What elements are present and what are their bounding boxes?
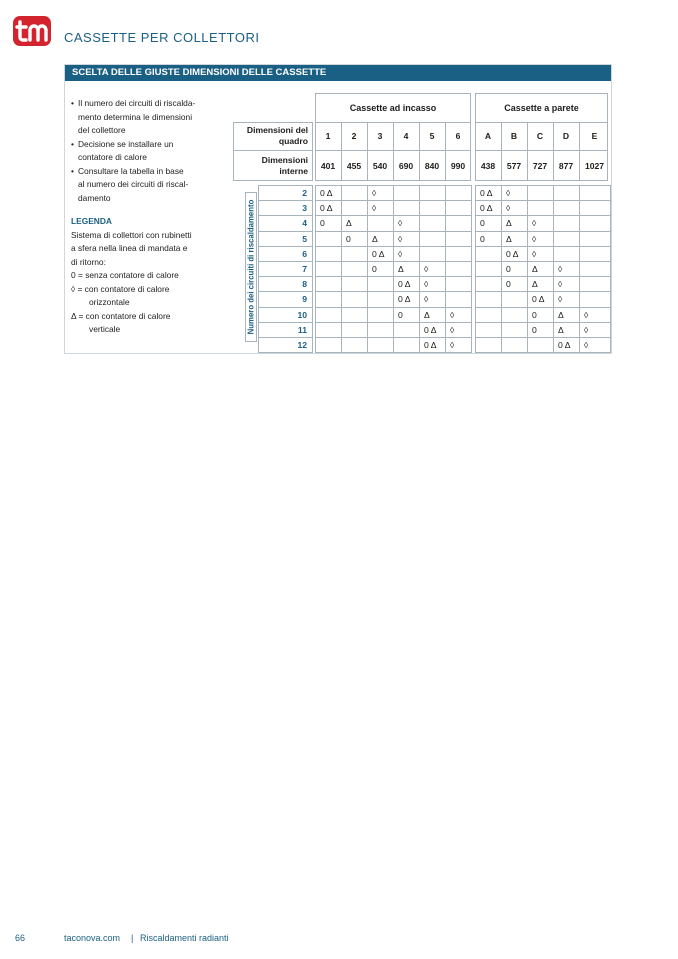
circuit-count-6: 6 bbox=[258, 246, 313, 262]
table-cell: ◊ bbox=[445, 307, 472, 323]
table-cell bbox=[393, 337, 420, 353]
table-cell bbox=[315, 337, 342, 353]
table-cell: Δ bbox=[367, 231, 394, 247]
table-cell: ◊ bbox=[393, 215, 420, 231]
table-cell bbox=[367, 307, 394, 323]
table-cell: ◊ bbox=[527, 246, 554, 262]
table-cell bbox=[315, 322, 342, 338]
table-cell bbox=[315, 246, 342, 262]
table-cell bbox=[445, 276, 472, 292]
table-cell: 0 Δ bbox=[419, 322, 446, 338]
footer-section: Riscaldamenti radianti bbox=[140, 933, 229, 943]
bullet-line: contatore di calore bbox=[78, 152, 147, 162]
table-cell bbox=[475, 322, 502, 338]
table-cell bbox=[315, 261, 342, 277]
legend-line: 0 = senza contatore di calore bbox=[71, 270, 179, 280]
table-cell: ◊ bbox=[501, 185, 528, 201]
incasso-col-2: 2 bbox=[351, 131, 357, 141]
table-cell: ◊ bbox=[527, 231, 554, 247]
bullet-line: del collettore bbox=[78, 125, 126, 135]
table-cell bbox=[527, 200, 554, 216]
table-cell: Δ bbox=[553, 322, 580, 338]
table-cell: 0 bbox=[315, 215, 342, 231]
table-cell bbox=[527, 337, 554, 353]
circuit-count-3: 3 bbox=[258, 200, 313, 216]
table-cell bbox=[367, 276, 394, 292]
table-cell bbox=[445, 231, 472, 247]
table-cell: 0 Δ bbox=[527, 291, 554, 307]
panel-heading: SCELTA DELLE GIUSTE DIMENSIONI DELLE CASSETTE bbox=[65, 65, 611, 81]
parete-dim-C: 727 bbox=[532, 161, 548, 171]
bullet-line: • Consultare la tabella in base bbox=[78, 165, 184, 176]
table-cell bbox=[341, 200, 368, 216]
table-cell bbox=[445, 185, 472, 201]
bullet-line: al numero dei circuiti di riscal- bbox=[78, 179, 189, 189]
table-cell: 0 Δ bbox=[315, 200, 342, 216]
table-cell: ◊ bbox=[553, 261, 580, 277]
taconova-logo bbox=[13, 16, 51, 46]
table-cell: ◊ bbox=[579, 337, 611, 353]
footer-site: taconova.com bbox=[64, 933, 121, 943]
table-cell bbox=[579, 231, 611, 247]
circuit-count-10: 10 bbox=[258, 307, 313, 323]
table-cell: ◊ bbox=[419, 261, 446, 277]
table-cell: 0 Δ bbox=[553, 337, 580, 353]
table-cell: 0 bbox=[393, 307, 420, 323]
table-cell: 0 bbox=[367, 261, 394, 277]
table-cell: ◊ bbox=[367, 200, 394, 216]
table-cell bbox=[419, 231, 446, 247]
table-cell: 0 Δ bbox=[475, 185, 502, 201]
table-cell bbox=[475, 246, 502, 262]
table-cell bbox=[475, 261, 502, 277]
parete-dim-D: 877 bbox=[558, 161, 574, 171]
table-cell bbox=[475, 337, 502, 353]
incasso-dim-3: 540 bbox=[372, 161, 388, 171]
table-cell: ◊ bbox=[579, 322, 611, 338]
table-cell: 0 bbox=[527, 322, 554, 338]
table-cell bbox=[341, 276, 368, 292]
col-sep bbox=[445, 122, 446, 181]
legend-title: LEGENDA bbox=[71, 216, 112, 226]
bullet-line: • Decisione se installare un bbox=[78, 138, 174, 149]
table-cell bbox=[341, 261, 368, 277]
bullet-line: damento bbox=[78, 192, 111, 203]
table-cell bbox=[367, 322, 394, 338]
circuit-count-9: 9 bbox=[258, 291, 313, 307]
legend-line: verticale bbox=[89, 324, 121, 334]
table-cell: 0 bbox=[475, 215, 502, 231]
table-cell bbox=[553, 231, 580, 247]
table-cell bbox=[579, 291, 611, 307]
parete-dim-E: 1027 bbox=[584, 161, 605, 171]
parete-col-C: C bbox=[536, 131, 544, 141]
table-cell bbox=[393, 185, 420, 201]
table-cell: 0 bbox=[501, 276, 528, 292]
table-cell: ◊ bbox=[445, 322, 472, 338]
table-cell bbox=[579, 215, 611, 231]
table-cell bbox=[341, 322, 368, 338]
table-cell bbox=[341, 307, 368, 323]
table-cell: ◊ bbox=[445, 337, 472, 353]
legend-line: di ritorno: bbox=[71, 256, 106, 267]
table-cell bbox=[579, 261, 611, 277]
circuit-count-4: 4 bbox=[258, 215, 313, 231]
incasso-dim-4: 690 bbox=[398, 161, 414, 171]
parete-dim-B: 577 bbox=[506, 161, 522, 171]
table-cell: Δ bbox=[393, 261, 420, 277]
incasso-col-4: 4 bbox=[403, 131, 409, 141]
table-cell bbox=[445, 261, 472, 277]
incasso-col-1: 1 bbox=[325, 131, 331, 141]
table-cell: 0 Δ bbox=[393, 291, 420, 307]
table-cell: ◊ bbox=[501, 200, 528, 216]
legend-line: a sfera nella linea di mandata e bbox=[71, 243, 188, 253]
row-axis-label-box bbox=[245, 192, 257, 342]
bullet-line: • Il numero dei circuiti di riscalda- bbox=[78, 98, 196, 108]
table-cell bbox=[501, 322, 528, 338]
row-axis-label: Numero dei circuiti di riscaldamento bbox=[246, 199, 256, 335]
incasso-dim-2: 455 bbox=[346, 161, 362, 171]
parete-group-label: Cassette a parete bbox=[504, 103, 579, 113]
table-cell: 0 bbox=[475, 231, 502, 247]
incasso-group-label: Cassette ad incasso bbox=[349, 103, 437, 113]
parete-col-A: A bbox=[484, 131, 492, 141]
table-cell bbox=[341, 291, 368, 307]
table-cell bbox=[445, 200, 472, 216]
col-sep bbox=[501, 122, 502, 181]
table-cell bbox=[367, 291, 394, 307]
footer-separator: | bbox=[131, 933, 134, 943]
col-sep bbox=[419, 122, 420, 181]
table-cell bbox=[475, 307, 502, 323]
table-cell: Δ bbox=[553, 307, 580, 323]
table-cell: Δ bbox=[527, 261, 554, 277]
legend-line: orizzontale bbox=[89, 297, 130, 307]
table-cell: Δ bbox=[341, 215, 368, 231]
table-cell bbox=[445, 215, 472, 231]
table-cell bbox=[501, 307, 528, 323]
table-cell bbox=[341, 337, 368, 353]
table-cell: 0 Δ bbox=[315, 185, 342, 201]
page-title: CASSETTE PER COLLETTORI bbox=[64, 30, 260, 45]
bullet-item bbox=[71, 138, 231, 165]
col-sep bbox=[579, 122, 580, 181]
bullet-item bbox=[71, 97, 231, 138]
col-sep bbox=[553, 122, 554, 181]
table-cell bbox=[527, 185, 554, 201]
parete-dim-A: 438 bbox=[480, 161, 496, 171]
legend-line: Sistema di collettori con rubinetti bbox=[71, 229, 192, 240]
circuit-count-8: 8 bbox=[258, 276, 313, 292]
table-cell: 0 Δ bbox=[419, 337, 446, 353]
bullet-item bbox=[71, 165, 231, 206]
parete-col-E: E bbox=[591, 131, 598, 141]
table-cell bbox=[315, 291, 342, 307]
table-cell bbox=[579, 276, 611, 292]
table-cell bbox=[419, 200, 446, 216]
table-cell: Δ bbox=[527, 276, 554, 292]
table-cell bbox=[393, 200, 420, 216]
table-cell: Δ bbox=[501, 215, 528, 231]
table-cell bbox=[475, 276, 502, 292]
table-cell: ◊ bbox=[393, 231, 420, 247]
table-cell bbox=[553, 185, 580, 201]
table-cell bbox=[475, 291, 502, 307]
col-sep bbox=[393, 122, 394, 181]
table-cell: Δ bbox=[501, 231, 528, 247]
table-cell: ◊ bbox=[419, 276, 446, 292]
legend-line: Δ = con contatore di calore bbox=[71, 310, 171, 321]
notes bbox=[71, 97, 231, 337]
table-cell: ◊ bbox=[553, 276, 580, 292]
circuit-count-5: 5 bbox=[258, 231, 313, 247]
incasso-dim-5: 840 bbox=[424, 161, 440, 171]
table-cell: 0 Δ bbox=[501, 246, 528, 262]
incasso-dim-1: 401 bbox=[320, 161, 336, 171]
label-dimensioni-interne: Dimensioni interne bbox=[261, 155, 308, 176]
table-cell: ◊ bbox=[553, 291, 580, 307]
bullet-list bbox=[71, 97, 231, 205]
table-cell bbox=[341, 185, 368, 201]
table-cell: 0 Δ bbox=[475, 200, 502, 216]
incasso-col-5: 5 bbox=[429, 131, 435, 141]
table-cell bbox=[553, 200, 580, 216]
parete-col-D: D bbox=[562, 131, 570, 141]
circuit-count-7: 7 bbox=[258, 261, 313, 277]
table-cell bbox=[445, 291, 472, 307]
page-number: 66 bbox=[15, 933, 26, 943]
table-cell bbox=[579, 246, 611, 262]
col-sep bbox=[367, 122, 368, 181]
table-cell: Δ bbox=[419, 307, 446, 323]
table-cell: 0 bbox=[501, 261, 528, 277]
parete-col-B: B bbox=[510, 131, 518, 141]
table-cell bbox=[393, 322, 420, 338]
incasso-col-3: 3 bbox=[377, 131, 383, 141]
incasso-dim-6: 990 bbox=[450, 161, 466, 171]
table-cell: ◊ bbox=[393, 246, 420, 262]
table-cell bbox=[419, 185, 446, 201]
table-cell: 0 Δ bbox=[367, 246, 394, 262]
legend-line: ◊ = con contatore di calore bbox=[71, 283, 170, 294]
table-cell bbox=[367, 337, 394, 353]
table-cell bbox=[501, 337, 528, 353]
circuit-count-2: 2 bbox=[258, 185, 313, 201]
label-dimensioni-quadro: Dimensioni del quadro bbox=[246, 125, 308, 146]
table-cell bbox=[315, 307, 342, 323]
table-cell bbox=[419, 246, 446, 262]
table-cell bbox=[367, 215, 394, 231]
table-cell bbox=[553, 215, 580, 231]
table-cell bbox=[315, 231, 342, 247]
table-cell: ◊ bbox=[367, 185, 394, 201]
table-cell bbox=[419, 215, 446, 231]
table-cell: ◊ bbox=[579, 307, 611, 323]
circuit-count-12: 12 bbox=[258, 337, 313, 353]
bullet-line: mento determina le dimensioni bbox=[78, 111, 193, 122]
table-cell bbox=[341, 246, 368, 262]
table-cell: ◊ bbox=[527, 215, 554, 231]
table-cell bbox=[553, 246, 580, 262]
col-sep bbox=[527, 122, 528, 181]
table-cell bbox=[445, 246, 472, 262]
table-cell: 0 Δ bbox=[393, 276, 420, 292]
col-sep bbox=[341, 122, 342, 181]
table-cell bbox=[501, 291, 528, 307]
table-cell: ◊ bbox=[419, 291, 446, 307]
table-cell: 0 bbox=[527, 307, 554, 323]
table-cell bbox=[579, 185, 611, 201]
table-cell bbox=[579, 200, 611, 216]
table-cell bbox=[315, 276, 342, 292]
circuit-count-11: 11 bbox=[258, 322, 313, 338]
table-cell: 0 bbox=[341, 231, 368, 247]
incasso-col-6: 6 bbox=[455, 131, 461, 141]
